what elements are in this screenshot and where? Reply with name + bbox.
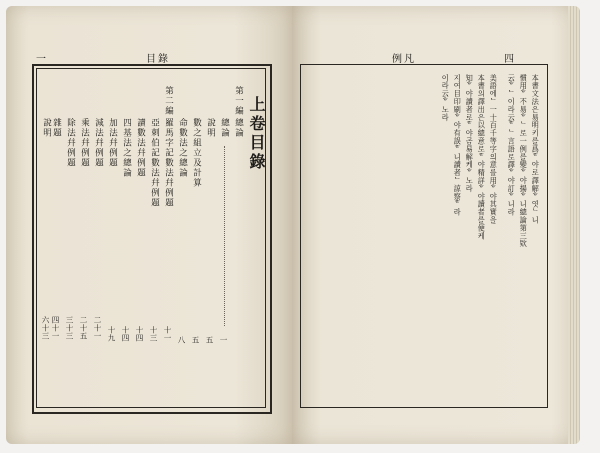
- toc-label-6: 第二編: [163, 86, 174, 116]
- toc-title-5: 命數法之總論: [177, 118, 188, 178]
- toc-title-15: 說明: [41, 118, 52, 138]
- body-line-1: 本書文法은易明키를爲ᄒ야로譯解ᄒ엿ᄂ니: [531, 74, 541, 225]
- body-line-8: 이라云ᄒ노라: [441, 74, 451, 122]
- toc-title-3: 說明: [205, 118, 216, 138]
- right-page: [292, 6, 580, 444]
- toc-page-15: 六十三: [41, 316, 50, 340]
- body-line-7: 지여目印刷ᄒ야有誤ᄒ니讀者ᄂ諒察ᄒ라: [453, 74, 463, 217]
- toc-title-7: 亞刺伯記數法幷例題: [149, 118, 160, 208]
- toc-title-12: 乘法幷例題: [79, 118, 90, 168]
- toc-page-14: 四十一: [51, 316, 60, 340]
- toc-title-10: 加法幷例題: [107, 118, 118, 168]
- page-edges: [568, 6, 580, 444]
- toc-page-7: 十三: [149, 326, 158, 342]
- toc-page-5: 八: [177, 336, 186, 344]
- left-page-header: 目錄: [146, 54, 170, 65]
- toc-title-6: 羅馬字記數法幷例題: [163, 118, 174, 208]
- toc-page-8: 十四: [135, 326, 144, 342]
- toc-page-12: 二十五: [79, 316, 88, 340]
- toc-page-13: 三十三: [65, 316, 74, 340]
- body-line-2: 慣用ᄒ不易ᄒᄂ로一例를變ᄒ야揚ᄒ니總論第三欵: [519, 74, 529, 248]
- toc-leader: [224, 146, 225, 326]
- volume-title: 上卷目錄: [247, 96, 266, 172]
- body-line-5: 本書의譯出은以總意로ᄒ야精詳ᄒ야讀者를便케: [477, 74, 487, 240]
- toc-title-9: 四基法之總論: [121, 118, 132, 178]
- toc-page-6: 十一: [163, 326, 172, 342]
- right-page-number: 四: [504, 54, 516, 65]
- toc-title-14: 雜題: [51, 118, 62, 138]
- left-page-number: 一: [36, 54, 48, 65]
- toc-page-2: 一: [219, 336, 228, 344]
- toc-title-8: 讀數法幷例題: [135, 118, 146, 178]
- toc-page-9: 十四: [121, 326, 130, 342]
- toc-page-11: 二十一: [93, 316, 102, 340]
- toc-title-13: 除法幷例題: [65, 118, 76, 168]
- body-line-4: 美語에ᄂ一十百千等字의意를用ᄒ야其實을: [489, 74, 499, 225]
- right-page-header: 例凡: [392, 54, 416, 65]
- left-page: [6, 6, 292, 444]
- toc-page-3: 五: [205, 336, 214, 344]
- body-line-3: 云ᄒᄂ이라云ᄒᄂ言語로譯ᄒ야訂ᄒ니라: [507, 74, 517, 217]
- body-line-6: 知ᄒ야讀者로ᄒ야곰易解케ᄒ노라: [465, 74, 475, 193]
- open-book: [6, 6, 580, 444]
- toc-title-4: 數之組立及計算: [191, 118, 202, 188]
- toc-label-1: 第一編: [233, 86, 244, 116]
- toc-title-2: 總論: [219, 118, 230, 138]
- toc-title-11: 減法幷例題: [93, 118, 104, 168]
- toc-page-10: 十九: [107, 326, 116, 342]
- toc-page-4: 五: [191, 336, 200, 344]
- toc-title-1: 總論: [233, 118, 244, 138]
